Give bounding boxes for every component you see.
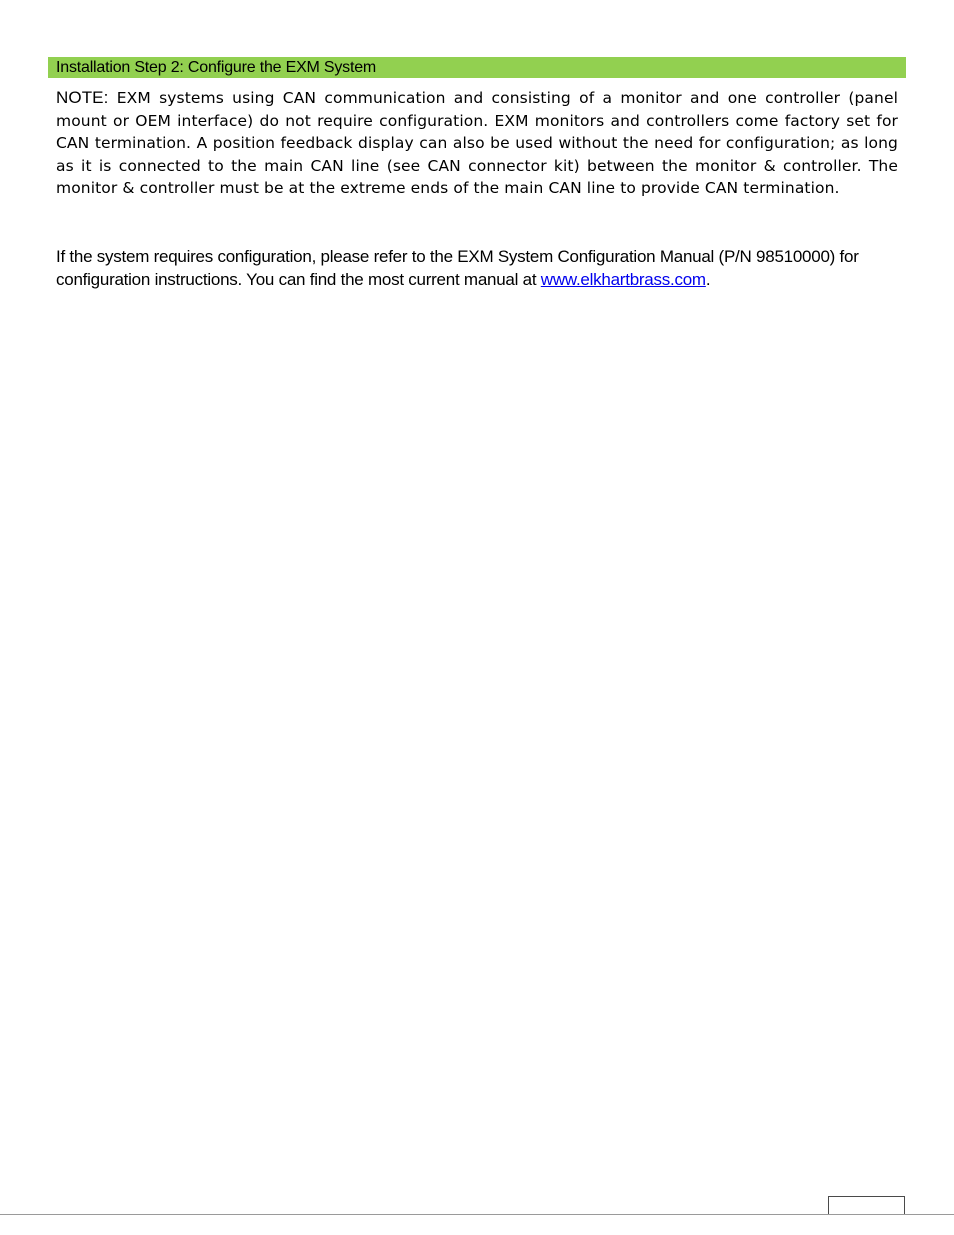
configuration-trailing: . [705,269,711,289]
note-body: EXM systems using CAN communication and consisting of a monitor and one controller (panel mount or OEM interface) do not require configuration. EXM monitors and controllers come factory set for CAN termination. A position feedback display can also be used without the need for configuration; as long as it is connected to the main CAN line (see CAN connector kit) between the monitor & controller. The monitor & controller must be at the extreme ends of the main CAN line to provide CAN termination. [56,89,898,198]
page-number-tab [828,1196,905,1214]
footer-rule [0,1214,954,1215]
website-link[interactable]: www.elkhartbrass.com [540,269,706,289]
section-heading-text: Installation Step 2: Configure the EXM System [56,59,377,76]
note-paragraph [56,87,898,200]
configuration-text: If the system requires configuration, please refer to the EXM System Configuration Manual (P/N 98510000) for configuration instructions. You can find the most current manual at [56,247,859,289]
note-label: NOTE: [56,88,109,107]
section-heading [48,57,906,78]
configuration-paragraph [56,246,898,291]
